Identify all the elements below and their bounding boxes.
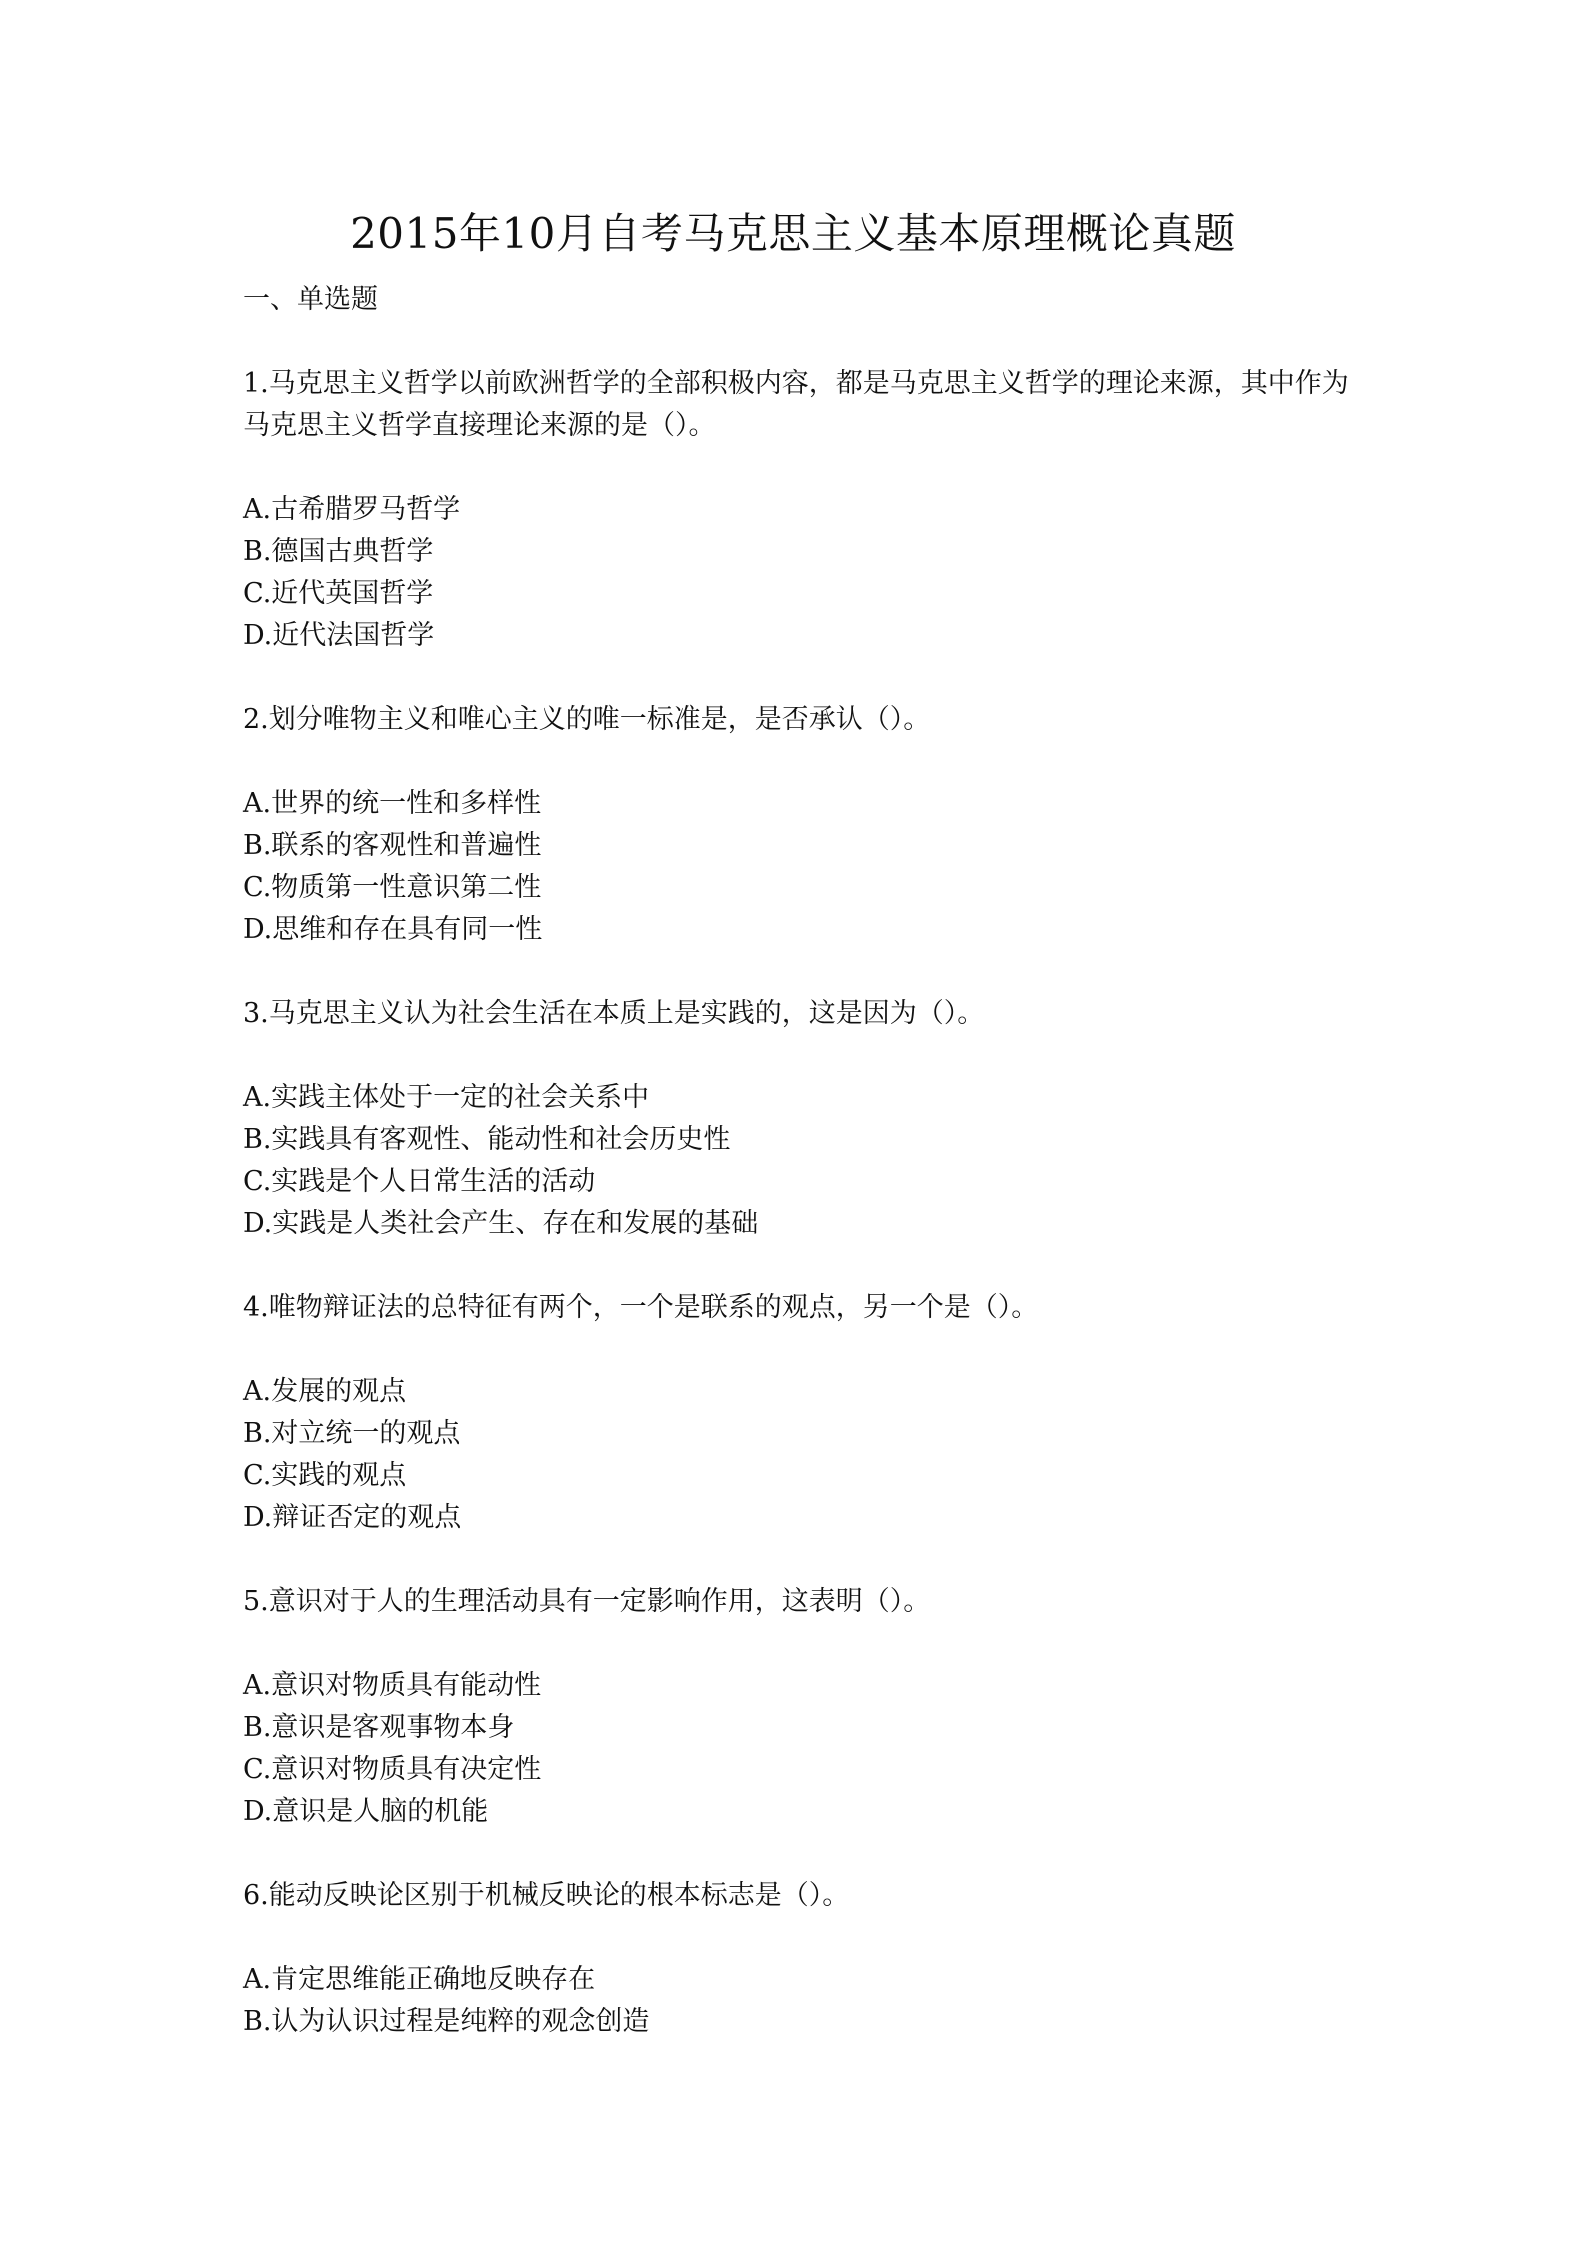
- option-b: B.德国古典哲学: [243, 536, 434, 567]
- option-list: [243, 1077, 1363, 1245]
- option-a: A.肯定思维能正确地反映存在: [243, 1964, 596, 1995]
- section-heading: 一、单选题: [243, 284, 378, 315]
- option-b: B.对立统一的观点: [243, 1418, 461, 1449]
- option-b: B.认为认识过程是纯粹的观念创造: [243, 2006, 650, 2037]
- question-stem: 3.马克思主义认为社会生活在本质上是实践的，这是因为（）。: [243, 998, 985, 1029]
- option-c: C.物质第一性意识第二性: [243, 872, 542, 903]
- question-4: [243, 1287, 1363, 1539]
- option-a: A.意识对物质具有能动性: [243, 1670, 542, 1701]
- question-stem: 2.划分唯物主义和唯心主义的唯一标准是，是否承认（）。: [243, 704, 931, 735]
- option-a: A.世界的统一性和多样性: [243, 788, 542, 819]
- document-title: 2015年10月自考马克思主义基本原理概论真题: [350, 209, 1236, 258]
- option-c: C.实践是个人日常生活的活动: [243, 1166, 596, 1197]
- option-d: D.意识是人脑的机能: [243, 1796, 489, 1827]
- option-d: D.辩证否定的观点: [243, 1502, 462, 1533]
- question-5: [243, 1581, 1363, 1833]
- option-list: [243, 1665, 1363, 1833]
- option-b: B.联系的客观性和普遍性: [243, 830, 542, 861]
- option-c: C.意识对物质具有决定性: [243, 1754, 542, 1785]
- question-1: [243, 363, 1363, 657]
- question-6: [243, 1875, 1363, 2043]
- option-d: D.实践是人类社会产生、存在和发展的基础: [243, 1208, 759, 1239]
- option-c: C.近代英国哲学: [243, 578, 434, 609]
- option-b: B.意识是客观事物本身: [243, 1712, 515, 1743]
- question-stem: 6.能动反映论区别于机械反映论的根本标志是（）。: [243, 1880, 850, 1911]
- question-3: [243, 993, 1363, 1245]
- question-stem: 1.马克思主义哲学以前欧洲哲学的全部积极内容，都是马克思主义哲学的理论来源，其中作为马克思主义哲学直接理论来源的是（）。: [243, 368, 1349, 441]
- option-list: [243, 1371, 1363, 1539]
- option-d: D.思维和存在具有同一性: [243, 914, 543, 945]
- question-2: [243, 699, 1363, 951]
- option-d: D.近代法国哲学: [243, 620, 435, 651]
- option-list: [243, 1959, 1363, 2043]
- document-body: [243, 279, 1363, 2043]
- option-a: A.实践主体处于一定的社会关系中: [243, 1082, 650, 1113]
- option-c: C.实践的观点: [243, 1460, 407, 1491]
- question-stem: 5.意识对于人的生理活动具有一定影响作用，这表明（）。: [243, 1586, 931, 1617]
- option-b: B.实践具有客观性、能动性和社会历史性: [243, 1124, 731, 1155]
- option-a: A.发展的观点: [243, 1376, 407, 1407]
- question-stem: 4.唯物辩证法的总特征有两个，一个是联系的观点，另一个是（）。: [243, 1292, 1039, 1323]
- option-list: [243, 489, 1363, 657]
- option-list: [243, 783, 1363, 951]
- option-a: A.古希腊罗马哲学: [243, 494, 461, 525]
